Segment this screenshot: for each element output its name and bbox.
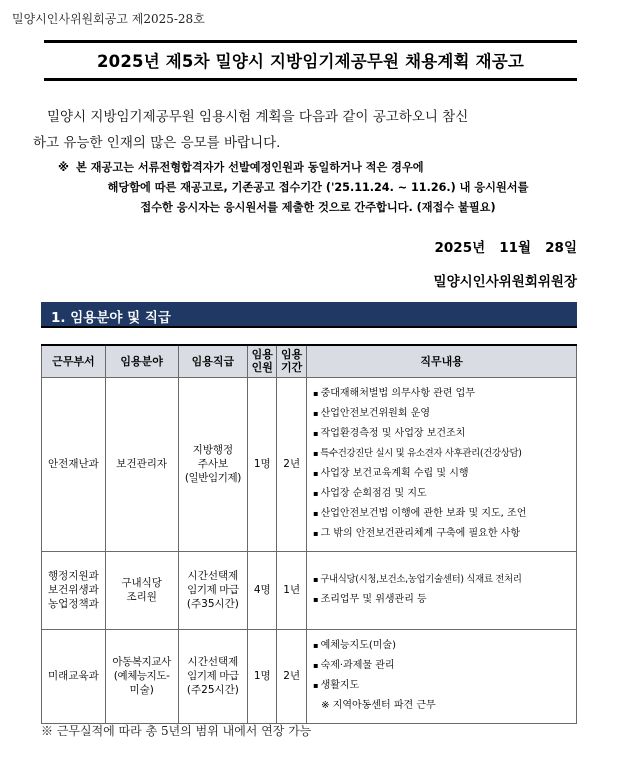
duties-cell — [307, 551, 577, 629]
bullet-icon: ▪ — [313, 661, 319, 670]
dept-cell: 미래교육과 — [42, 629, 106, 723]
rank-cell — [178, 551, 248, 629]
rank-line: 임기제 마급 — [187, 584, 239, 596]
rank-line: 시간선택제 — [187, 656, 239, 668]
field-cell: 보건관리자 — [105, 377, 178, 551]
field-line: 조리원 — [126, 591, 157, 603]
period-cell: 1년 — [277, 551, 307, 629]
notice-line-2: 해당함에 따른 재공고로, 기존공고 접수기간 ('25.11.24. ~ 11.26.) 내 응시원서를 — [107, 181, 529, 194]
document-title: 2025년 제5차 밀양시 지방임기제공무원 채용계획 재공고 — [96, 52, 525, 71]
rank-line: 임기제 마급 — [187, 670, 239, 682]
col-header-count-l2: 인원 — [251, 361, 273, 375]
dept-line: 행정지원과 — [48, 570, 99, 582]
title-top-rule — [44, 40, 577, 43]
col-header-period-l2: 기간 — [281, 361, 303, 375]
duty-item: ▪ 조리업무 및 위생관리 등 — [313, 594, 427, 605]
duty-item: ▪ 사업장 보건교육계획 수립 및 시행 — [313, 468, 469, 479]
col-header-rank: 임용직급 — [178, 345, 248, 377]
notice-line-1: 본 재공고는 서류전형합격자가 선발예정인원과 동일하거나 적은 경우에 — [76, 161, 424, 174]
duty-item: ▪ 중대재해처벌법 의무사항 관련 업무 — [313, 388, 475, 399]
bullet-icon: ▪ — [313, 389, 319, 398]
bullet-icon: ▪ — [313, 641, 319, 650]
notice-line-3: 접수한 응시자는 응시원서를 제출한 것으로 간주합니다. (재접수 불필요) — [140, 201, 496, 214]
title-bottom-rule — [44, 78, 577, 81]
rank-line: 시간선택제 — [187, 570, 239, 582]
count-cell: 1명 — [248, 377, 277, 551]
bullet-icon: ▪ — [313, 449, 319, 458]
col-header-count — [248, 345, 277, 377]
duties-cell — [307, 377, 577, 551]
duty-item: ▪ 숙제·과제물 관리 — [313, 660, 395, 671]
duty-item: ▪ 사업장 순회점검 및 지도 — [313, 488, 427, 499]
table-row — [42, 551, 577, 629]
col-header-field: 임용분야 — [105, 345, 178, 377]
col-header-count-l1: 임용 — [251, 348, 273, 362]
dept-line: 농업정책과 — [48, 598, 99, 610]
rank-line: (주25시간) — [186, 684, 239, 696]
dept-line: 보건위생과 — [48, 584, 99, 596]
bullet-icon: ▪ — [313, 529, 319, 538]
dept-cell: 안전재난과 — [42, 377, 106, 551]
field-cell — [105, 629, 178, 723]
field-line: 미술) — [129, 684, 154, 696]
col-header-period — [277, 345, 307, 377]
field-line: 구내식당 — [121, 577, 162, 589]
duty-note: ※ 지역아동센터 파견 근무 — [321, 700, 436, 711]
recruitment-table — [41, 344, 577, 724]
period-cell: 2년 — [277, 629, 307, 723]
bullet-icon: ▪ — [313, 595, 319, 604]
field-line: (예체능지도- — [113, 670, 170, 682]
count-cell: 1명 — [248, 629, 277, 723]
section-heading: 1. 임용분야 및 직급 — [41, 302, 577, 328]
rank-line: (주35시간) — [186, 598, 239, 610]
duties-cell — [307, 629, 577, 723]
duty-item: ▪ 작업환경측정 및 사업장 보건조치 — [313, 428, 466, 439]
reference-mark: ※ — [58, 161, 69, 174]
duty-item: ▪ 그 밖의 안전보건관리체계 구축에 필요한 사항 — [313, 528, 520, 539]
rank-line: (일반임기제) — [184, 472, 241, 484]
duty-item: ▪ 산업안전보건법 이행에 관한 보좌 및 지도, 조언 — [313, 508, 527, 519]
period-cell: 2년 — [277, 377, 307, 551]
col-header-duties: 직무내용 — [307, 345, 577, 377]
reannouncement-notice — [58, 158, 578, 218]
notice-number: 밀양시인사위원회공고 제2025-28호 — [12, 12, 205, 26]
table-header-row — [42, 345, 577, 377]
field-cell — [105, 551, 178, 629]
rank-line: 지방행정 — [192, 444, 234, 456]
col-header-period-l1: 임용 — [281, 348, 303, 362]
duty-item: ▪ 산업안전보건위원회 운영 — [313, 408, 431, 419]
intro-line-2: 하고 유능한 인재의 많은 응모를 바랍니다. — [33, 135, 281, 151]
intro-paragraph — [33, 104, 581, 156]
rank-line: 주사보 — [197, 458, 229, 470]
rank-cell — [178, 377, 248, 551]
bullet-icon: ▪ — [313, 489, 319, 498]
bullet-icon: ▪ — [313, 429, 319, 438]
bullet-icon: ▪ — [313, 575, 319, 584]
signer: 밀양시인사위원회위원장 — [433, 274, 577, 290]
footnote: ※ 근무실적에 따라 총 5년의 범위 내에서 연장 가능 — [41, 724, 312, 738]
table-row — [42, 629, 577, 723]
duty-item: ▪ 구내식당(시청,보건소,농업기술센터) 식재료 전처리 — [313, 574, 522, 585]
col-header-dept: 근무부서 — [42, 345, 106, 377]
bullet-icon: ▪ — [313, 681, 319, 690]
table-row — [42, 377, 577, 551]
count-cell: 4명 — [248, 551, 277, 629]
intro-line-1: 밀양시 지방임기제공무원 임용시험 계획을 다음과 같이 공고하오니 참신 — [47, 109, 469, 125]
announcement-date: 2025년 11월 28일 — [434, 240, 577, 256]
duty-item: ▪ 생활지도 — [313, 680, 360, 691]
duty-item: ▪ 예체능지도(미술) — [313, 640, 396, 651]
bullet-icon: ▪ — [313, 509, 319, 518]
field-line: 아동복지교사 — [112, 656, 171, 668]
dept-cell — [42, 551, 106, 629]
rank-cell — [178, 629, 248, 723]
duty-item: ▪ 특수건강진단 실시 및 유소견자 사후관리(건강상담) — [313, 448, 522, 459]
bullet-icon: ▪ — [313, 409, 319, 418]
bullet-icon: ▪ — [313, 469, 319, 478]
